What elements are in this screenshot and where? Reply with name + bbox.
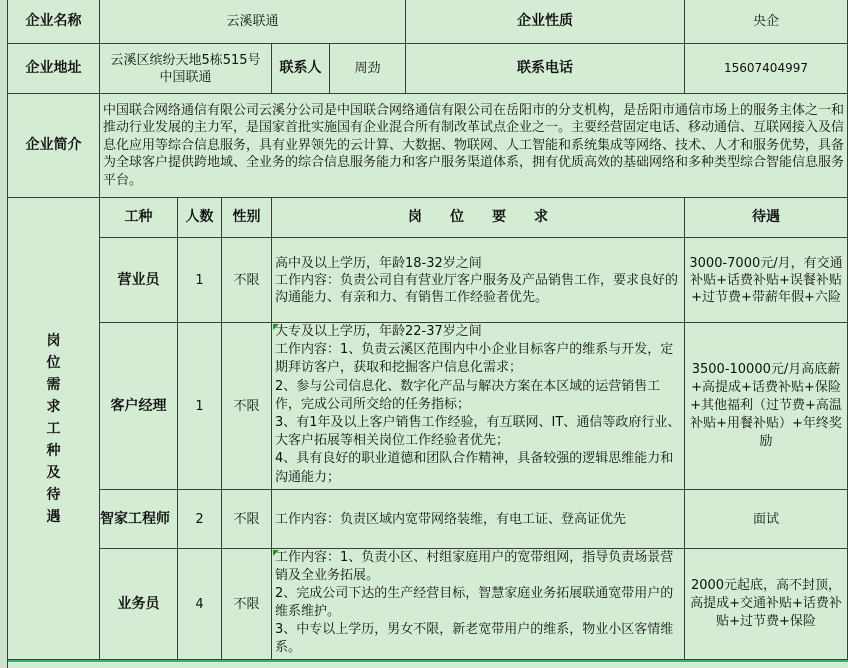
job-count: 4 (178, 549, 222, 660)
contact-value: 周劲 (330, 44, 406, 94)
contact-label: 联系人 (272, 44, 330, 94)
header-job-type: 工种 (100, 198, 178, 238)
jobs-label-char: 待 (46, 486, 61, 503)
job-type: 客户经理 (100, 323, 178, 490)
header-gender: 性别 (222, 198, 272, 238)
phone-value: 15607404997 (685, 44, 848, 94)
job-type: 业务员 (100, 549, 178, 660)
job-gender: 不限 (222, 490, 272, 549)
jobs-section-label (8, 198, 100, 660)
job-benefits: 3500-10000元/月高底薪+高提成+话费补贴+保险+其他福利（过节费+高温补贴+用餐补贴）+年终奖励 (685, 323, 848, 490)
header-requirements: 岗 位 要 求 (272, 198, 685, 238)
jobs-label-char: 求 (46, 398, 61, 415)
job-benefits: 2000元起底，高不封顶，高提成+交通补贴+话费补贴+过节费+保险 (685, 549, 848, 660)
jobs-label-char: 遇 (46, 508, 61, 525)
company-address-label: 企业地址 (8, 44, 100, 94)
company-nature-value: 央企 (685, 0, 848, 44)
company-intro-text: 中国联合网络通信有限公司云溪分公司是中国联合网络通信有限公司在岳阳市的分支机构，是岳阳市通信市场上的服务主体之一和推动行业发展的主力军，是国家首批实施国有企业混合所有制改革试点企业之一。主要经营固定电话、移动通信、互联网接入及信息化应用等综合信息服务，具有业界领先的云计算、大数据、物联网、人工智能和系统集成等网络、技术、人才和服务优势，具备为全球客户提供跨地域、全业务的综合信息服务能力和客户服务渠道体系，拥有优质高效的基础网络和多种类型综合智能信息服务平台。 (100, 94, 848, 198)
jobs-label-char: 种 (46, 442, 61, 459)
company-name-label: 企业名称 (8, 0, 100, 44)
left-frame (0, 0, 8, 668)
phone-label: 联系电话 (406, 44, 685, 94)
company-address-value: 云溪区缤纷天地5栋515号 中国联通 (100, 44, 272, 94)
jobs-label-char: 及 (46, 464, 61, 481)
header-count: 人数 (178, 198, 222, 238)
job-type: 智家工程师 (100, 490, 178, 549)
job-gender: 不限 (222, 238, 272, 323)
job-gender: 不限 (222, 549, 272, 660)
job-benefits: 面试 (685, 490, 848, 549)
header-benefits: 待遇 (685, 198, 848, 238)
job-type: 营业员 (100, 238, 178, 323)
jobs-label-char: 位 (46, 354, 61, 371)
company-name-value: 云溪联通 (100, 0, 406, 44)
job-benefits: 3000-7000元/月，有交通补贴+话费补贴+误餐补贴+过节费+带薪年假+六险 (685, 238, 848, 323)
jobs-label-char: 工 (46, 420, 61, 437)
job-requirements: 高中及以上学历，年龄18-32岁之间 工作内容：负责公司自有营业厅客户服务及产品销售工作，要求良好的沟通能力、有亲和力、有销售工作经验者优先。 (272, 238, 685, 323)
company-intro-label: 企业简介 (8, 94, 100, 198)
selected-cell-border[interactable] (8, 660, 848, 668)
jobs-label-char: 需 (46, 376, 61, 393)
job-requirements: 工作内容：负责区域内宽带网络装维，有电工证、登高证优先 (272, 490, 685, 549)
company-nature-label: 企业性质 (406, 0, 685, 44)
job-requirements: 工作内容：1、负责小区、村组家庭用户的宽带组网，指导负责场景营销及全业务拓展。 2、完成公司下达的生产经营目标，智慧家庭业务拓展联通宽带用户的维系维护。 3、中专以上学历，男女不限，新老宽带用户的维系，物业小区客情维系。 (272, 549, 685, 660)
jobs-label-char: 岗 (46, 332, 61, 349)
job-count: 1 (178, 238, 222, 323)
job-count: 2 (178, 490, 222, 549)
job-count: 1 (178, 323, 222, 490)
job-requirements: 大专及以上学历，年龄22-37岁之间 工作内容：1、负责云溪区范围内中小企业目标客户的维系与开发，定期拜访客户，获取和挖掘客户信息化需求； 2、参与公司信息化、数字化产品与解决方案在本区域的运营销售工作，完成公司所交给的任务指标； 3、有1年及以上客户销售工作经验，有互联网、IT、通信等政府行业、大客户拓展等相关岗位工作经验者优先； 4、具有良好的职业道德和团队合作精神，具备较强的逻辑思维能力和沟通能力； (272, 323, 685, 490)
job-gender: 不限 (222, 323, 272, 490)
